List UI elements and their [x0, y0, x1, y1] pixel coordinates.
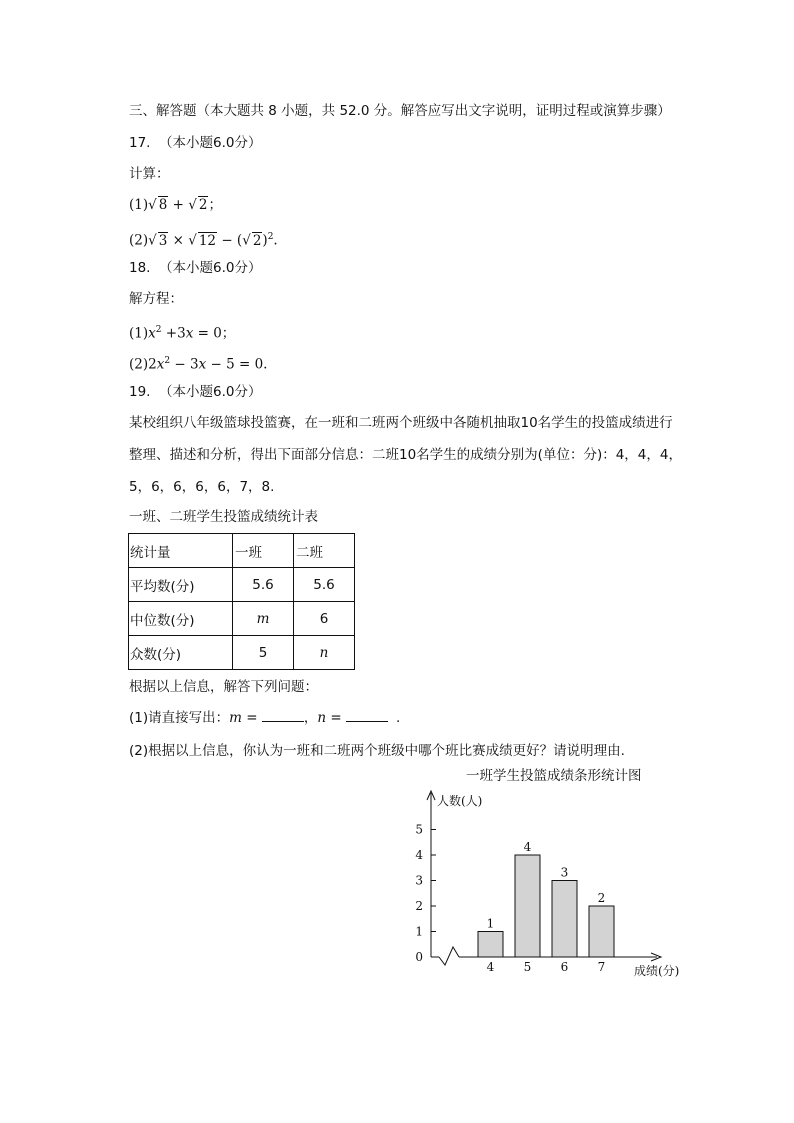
radicand: 2 — [198, 197, 208, 213]
header-cell: 二班 — [294, 534, 355, 568]
bar-chart — [405, 785, 705, 985]
operator: + — [168, 197, 189, 213]
y-axis-title: 人数(人) — [437, 794, 483, 808]
q17-part2 — [129, 227, 278, 251]
bar — [515, 855, 540, 957]
q19-paragraph-line3: 5，6，6，6，6，7，8. — [129, 479, 275, 495]
bar-value-label: 3 — [560, 865, 569, 880]
row-label: 众数(分) — [129, 636, 233, 670]
cell-class2: n — [294, 636, 355, 670]
radical-sign: √ — [148, 197, 157, 213]
radicand: 3 — [158, 232, 168, 249]
paren: ) — [262, 232, 268, 249]
q19-sub2: (2)根据以上信息，你认为一班和二班两个班级中哪个班比赛成绩更好？请说明理由. — [129, 743, 625, 759]
axis-break — [439, 947, 459, 965]
x-tick-label: 4 — [486, 960, 495, 974]
table-row — [129, 568, 355, 602]
term: = 0； — [193, 325, 236, 342]
cell-class1: 5.6 — [233, 568, 294, 602]
bar — [589, 906, 614, 957]
bar-value-label: 1 — [486, 916, 495, 931]
y-tick-label: 5 — [415, 822, 423, 837]
variable-n: n — [317, 710, 327, 726]
exponent: 2 — [164, 356, 171, 366]
cell-class1: 5 — [233, 636, 294, 670]
header-cell: 统计量 — [129, 534, 233, 568]
equals: = — [241, 710, 262, 726]
q19-paragraph-line2: 整理、描述和分析，得出下面部分信息：二班10名学生的成绩分别为(单位：分)：4，4，4， — [129, 447, 682, 463]
q19-paragraph-line1: 某校组织八年级篮球投篮赛，在一班和二班两个班级中各随机抽取10名学生的投篮成绩进行 — [129, 415, 673, 431]
row-label: 平均数(分) — [129, 568, 233, 602]
q19-followup: 根据以上信息，解答下列问题： — [129, 679, 318, 695]
variable: x — [185, 325, 194, 342]
exponent: 2 — [267, 232, 274, 242]
q17-heading: 17. （本小题6.0分） — [129, 135, 262, 151]
cell-class1: m — [233, 602, 294, 636]
table-header-row — [129, 534, 355, 568]
term: − 5 = 0. — [206, 356, 268, 373]
q19-heading: 19. （本小题6.0分） — [129, 384, 262, 400]
cell-class2: 5.6 — [294, 568, 355, 602]
y-tick-label: 1 — [415, 924, 423, 939]
q17-part1 — [129, 195, 222, 215]
separator: ， — [303, 710, 318, 726]
exponent: 2 — [155, 325, 162, 335]
q19-sub1 — [129, 708, 400, 728]
sub1-label: (1)请直接写出： — [129, 710, 230, 726]
bar — [478, 932, 503, 958]
radicand: 12 — [198, 232, 217, 249]
table-row — [129, 636, 355, 670]
punct: ； — [208, 197, 222, 213]
table-title: 一班、二班学生投篮成绩统计表 — [129, 509, 318, 525]
radical-sign: √ — [188, 232, 197, 249]
bar — [552, 881, 577, 958]
radical-sign: √ — [188, 197, 197, 213]
variable: x — [148, 325, 156, 342]
variable: x — [156, 356, 165, 373]
answer-blank-n — [346, 709, 388, 722]
row-label: 中位数(分) — [129, 602, 233, 636]
variable-m: m — [229, 710, 242, 726]
q18-part2 — [129, 351, 267, 375]
bar-value-label: 2 — [597, 891, 606, 905]
header-cell: 一班 — [233, 534, 294, 568]
operator: − ( — [217, 232, 243, 249]
section-header: 三、解答题（本大题共 8 小题，共 52.0 分。解答应写出文字说明，证明过程或演算步骤） — [129, 103, 671, 119]
coefficient: 2 — [148, 356, 157, 373]
radicand: 2 — [252, 232, 262, 249]
x-tick-label: 6 — [560, 960, 569, 974]
radical-sign: √ — [242, 232, 251, 249]
chart-title: 一班学生投篮成绩条形统计图 — [466, 768, 642, 784]
part-label: (2) — [129, 356, 149, 373]
q18-part1 — [129, 320, 235, 344]
bar-value-label: 4 — [523, 840, 532, 854]
y-tick-label: 3 — [415, 873, 423, 888]
table-row — [129, 602, 355, 636]
answer-blank-m — [262, 709, 304, 722]
y-tick-label: 2 — [415, 899, 423, 913]
q18-heading: 18. （本小题6.0分） — [129, 260, 262, 276]
x-tick-label: 5 — [523, 960, 532, 974]
x-axis-title: 成绩(分) — [634, 964, 680, 978]
punct: . — [273, 232, 278, 249]
radicand: 8 — [158, 197, 168, 213]
stats-table — [128, 533, 355, 670]
variable: x — [198, 356, 207, 373]
cell-class2: 6 — [294, 602, 355, 636]
x-tick-label: 7 — [597, 960, 606, 974]
radical-sign: √ — [148, 232, 157, 249]
term: − 3 — [170, 356, 199, 373]
equals: = — [326, 710, 346, 726]
y-tick-label: 4 — [415, 848, 423, 862]
punct: . — [395, 710, 401, 726]
part-label: (1) — [129, 325, 149, 342]
q18-prompt: 解方程： — [129, 291, 183, 307]
part-label: (1) — [129, 197, 149, 213]
part-label: (2) — [129, 232, 149, 249]
operator: × — [168, 232, 189, 249]
term: +3 — [161, 325, 186, 342]
y-tick-label: 0 — [415, 950, 423, 964]
q17-prompt: 计算： — [129, 166, 170, 182]
